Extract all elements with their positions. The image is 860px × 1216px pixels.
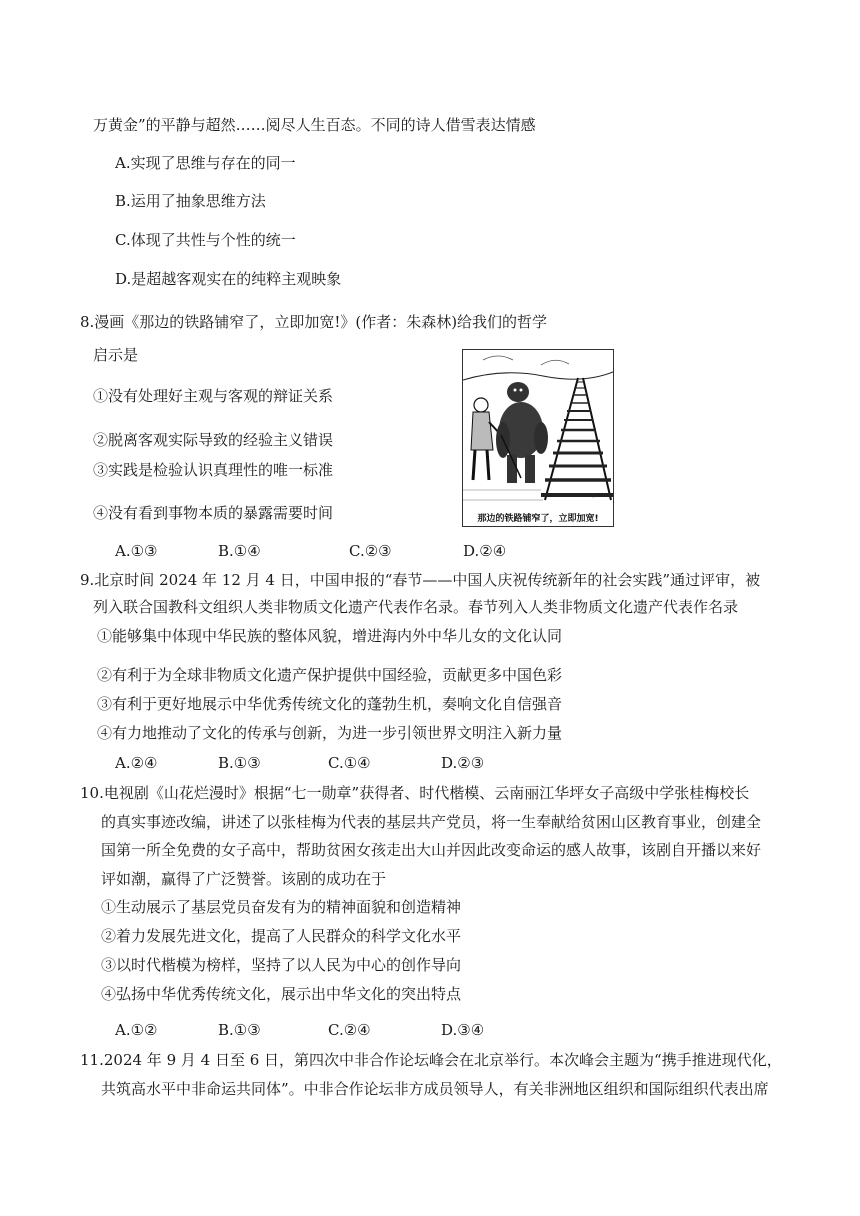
q10-item-4: ④弘扬中华优秀传统文化，展示出中华文化的突出特点 (101, 985, 462, 1003)
q7-stem-tail: 万黄金”的平静与超然……阅尽人生百态。不同的诗人借雪表达情感 (93, 116, 536, 134)
q8-item-3: ③实践是检验认识真理性的唯一标准 (93, 461, 334, 479)
q10-stem-line3: 国第一所全免费的女子高中，帮助贫困女孩走出大山并因此改变命运的感人故事，该剧自开播以来好 (101, 841, 762, 859)
q8-cartoon-caption: 那边的铁路铺窄了，立即加宽! (477, 514, 599, 524)
q10-item-1: ①生动展示了基层党员奋发有为的精神面貌和创造精神 (101, 898, 462, 916)
q8-choice-c: C.②③ (349, 542, 392, 560)
q8-item-4: ④没有看到事物本质的暴露需要时间 (93, 504, 334, 522)
q7-option-a: A.实现了思维与存在的同一 (115, 154, 296, 172)
q10-choice-d: D.③④ (441, 1021, 485, 1039)
q8-stem-line2: 启示是 (93, 346, 139, 364)
q9-choice-b: B.①③ (218, 754, 261, 772)
q8-cartoon-image (462, 349, 614, 527)
svg-text:ﾐ: ﾐ (591, 493, 595, 500)
q9-choice-d: D.②③ (441, 754, 485, 772)
q10-choice-a: A.①② (115, 1021, 158, 1039)
q9-item-3: ③有利于更好地展示中华优秀传统文化的蓬勃生机，奏响文化自信强音 (97, 695, 563, 713)
q7-option-c: C.体现了共性与个性的统一 (115, 231, 296, 249)
q10-choice-b: B.①③ (218, 1021, 261, 1039)
q10-item-2: ②着力发展先进文化，提高了人民群众的科学文化水平 (101, 927, 462, 945)
q11-stem-line2: 共筑高水平中非命运共同体”。中非合作论坛非方成员领导人，有关非洲地区组织和国际组织代表出席 (101, 1080, 769, 1098)
q9-item-4: ④有力地推动了文化的传承与创新，为进一步引领世界文明注入新力量 (97, 724, 563, 742)
q9-choice-c: C.①④ (328, 754, 371, 772)
q9-choice-a: A.②④ (115, 754, 158, 772)
q9-stem-line1: 9.北京时间 2024 年 12 月 4 日，中国申报的“春节——中国人庆祝传统新年的社会实践”通过评审，被 (80, 571, 761, 589)
q9-item-1: ①能够集中体现中华民族的整体风貌，增进海内外中华儿女的文化认同 (97, 627, 563, 645)
railway-cartoon-illustration (463, 350, 613, 510)
q11-stem-line1: 11.2024 年 9 月 4 日至 6 日，第四次中非合作论坛峰会在北京举行。本次峰会主题为“携手推进现代化， (80, 1051, 782, 1069)
q8-stem-line1: 8.漫画《那边的铁路铺窄了，立即加宽!》(作者：朱森林)给我们的哲学 (80, 313, 548, 331)
q8-choice-d: D.②④ (463, 542, 507, 560)
q10-item-3: ③以时代楷模为榜样，坚持了以人民为中心的创作导向 (101, 956, 462, 974)
q7-option-b: B.运用了抽象思维方法 (115, 192, 266, 210)
q8-item-2: ②脱离客观实际导致的经验主义错误 (93, 431, 334, 449)
q10-stem-line2: 的真实事迹改编，讲述了以张桂梅为代表的基层共产党员，将一生奉献给贫困山区教育事业，创建全 (101, 813, 762, 831)
q8-choice-a: A.①③ (115, 542, 158, 560)
q10-stem-line1: 10.电视剧《山花烂漫时》根据“七一勋章”获得者、时代楷模、云南丽江华坪女子高级中学张桂梅校长 (80, 784, 750, 802)
q8-choice-b: B.①④ (218, 542, 261, 560)
q7-option-d: D.是超越客观实在的纯粹主观映象 (115, 270, 342, 288)
q8-item-1: ①没有处理好主观与客观的辩证关系 (93, 387, 334, 405)
q10-choice-c: C.②④ (328, 1021, 371, 1039)
q9-item-2: ②有利于为全球非物质文化遗产保护提供中国经验，贡献更多中国色彩 (97, 666, 563, 684)
q10-stem-line4: 评如潮，赢得了广泛赞誉。该剧的成功在于 (101, 870, 387, 888)
q9-stem-line2: 列入联合国教科文组织人类非物质文化遗产代表作名录。春节列入人类非物质文化遗产代表作名录 (93, 598, 739, 616)
